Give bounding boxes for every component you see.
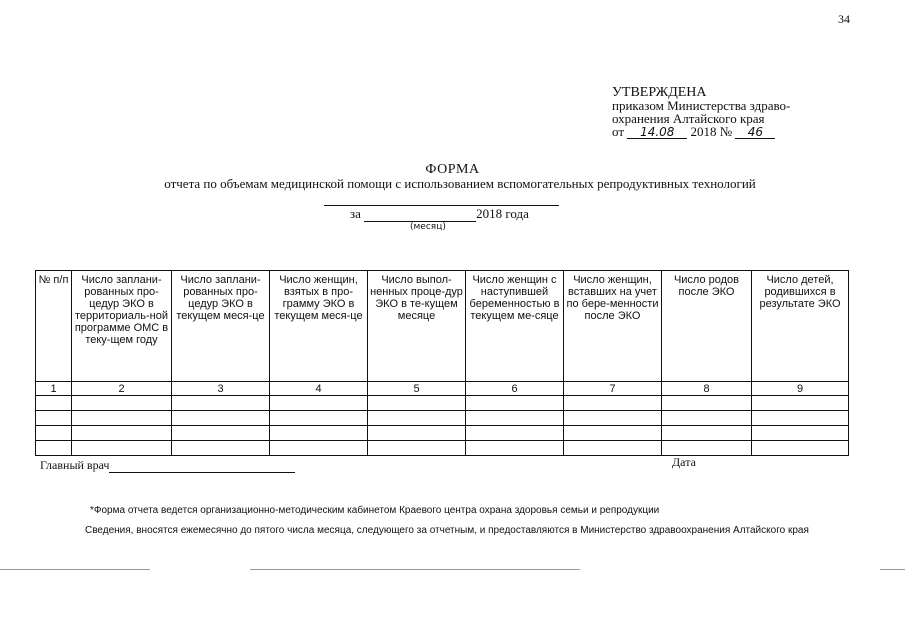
period-suffix: 2018 года bbox=[476, 206, 529, 221]
scan-edge-line bbox=[0, 569, 150, 570]
month-note: (месяц) bbox=[410, 222, 446, 232]
chief-label: Главный врач bbox=[40, 458, 110, 472]
header-row bbox=[36, 271, 849, 382]
empty-cell bbox=[270, 411, 368, 426]
empty-cell bbox=[270, 396, 368, 411]
empty-cell bbox=[466, 441, 564, 456]
column-number: 9 bbox=[752, 382, 849, 396]
table-row bbox=[36, 441, 849, 456]
approval-date-line bbox=[612, 125, 852, 139]
report-table bbox=[35, 270, 849, 456]
table-row bbox=[36, 396, 849, 411]
empty-cell bbox=[662, 426, 752, 441]
header-cell: Число женщин с наступившей беременностью в текущем ме-сяце bbox=[466, 271, 564, 382]
page-number: 34 bbox=[838, 12, 850, 26]
empty-cell bbox=[564, 411, 662, 426]
empty-cell bbox=[368, 441, 466, 456]
scan-edge-line bbox=[880, 569, 905, 570]
approval-number-handwritten: 46 bbox=[735, 126, 775, 139]
approval-line-2: охранения Алтайского края bbox=[612, 111, 765, 126]
empty-cell bbox=[466, 411, 564, 426]
approval-date-prefix: от bbox=[612, 124, 625, 139]
column-number: 3 bbox=[172, 382, 270, 396]
empty-cell bbox=[752, 411, 849, 426]
empty-cell bbox=[752, 396, 849, 411]
empty-cell bbox=[564, 441, 662, 456]
footnote-2: Сведения, вносятся ежемесячно до пятого числа месяца, следующего за отчетным, и предоставляются в Министерство здравоохранения Алтайского края bbox=[85, 525, 809, 536]
table-row bbox=[36, 426, 849, 441]
header-cell: № п/п bbox=[36, 271, 72, 382]
approval-block bbox=[612, 86, 852, 139]
empty-cell bbox=[752, 426, 849, 441]
empty-cell bbox=[270, 426, 368, 441]
empty-cell bbox=[662, 396, 752, 411]
empty-cell bbox=[368, 411, 466, 426]
column-number: 7 bbox=[564, 382, 662, 396]
empty-cell bbox=[368, 396, 466, 411]
empty-cell bbox=[72, 426, 172, 441]
empty-cell bbox=[72, 441, 172, 456]
column-number: 5 bbox=[368, 382, 466, 396]
header-cell: Число женщин, взятых в про-грамму ЭКО в текущем меся-це bbox=[270, 271, 368, 382]
header-cell: Число детей, родившихся в результате ЭКО bbox=[752, 271, 849, 382]
period-line bbox=[350, 206, 529, 222]
date-label: Дата bbox=[672, 455, 696, 469]
form-title: ФОРМА bbox=[425, 162, 480, 177]
empty-cell bbox=[270, 441, 368, 456]
month-blank bbox=[364, 209, 476, 222]
empty-cell bbox=[72, 411, 172, 426]
scan-edge-line bbox=[250, 569, 580, 570]
empty-cell bbox=[564, 396, 662, 411]
header-cell: Число заплани-рованных про-цедур ЭКО в текущем меся-це bbox=[172, 271, 270, 382]
empty-cell bbox=[466, 396, 564, 411]
empty-cell bbox=[172, 426, 270, 441]
table-row bbox=[36, 411, 849, 426]
empty-cell bbox=[466, 426, 564, 441]
empty-cell bbox=[172, 396, 270, 411]
column-number-row bbox=[36, 382, 849, 396]
empty-cell bbox=[72, 396, 172, 411]
header-cell: Число женщин, вставших на учет по бере-менности после ЭКО bbox=[564, 271, 662, 382]
empty-cell bbox=[662, 411, 752, 426]
column-number: 4 bbox=[270, 382, 368, 396]
header-cell: Число заплани-рованных про-цедур ЭКО в территориаль-ной программе ОМС в теку-щем году bbox=[72, 271, 172, 382]
empty-cell bbox=[662, 441, 752, 456]
empty-cell bbox=[564, 426, 662, 441]
column-number: 1 bbox=[36, 382, 72, 396]
empty-cell bbox=[36, 426, 72, 441]
header-cell: Число выпол-ненных проце-дур ЭКО в те-кущем месяце bbox=[368, 271, 466, 382]
form-subtitle: отчета по объемам медицинской помощи с использованием вспомогательных репродуктивных технологий bbox=[164, 176, 756, 191]
empty-cell bbox=[752, 441, 849, 456]
approval-line-1: приказом Министерства здраво- bbox=[612, 98, 791, 113]
column-number: 6 bbox=[466, 382, 564, 396]
column-number: 2 bbox=[72, 382, 172, 396]
header-cell: Число родов после ЭКО bbox=[662, 271, 752, 382]
empty-cell bbox=[172, 411, 270, 426]
chief-signature bbox=[40, 458, 295, 473]
approval-header: УТВЕРЖДЕНА bbox=[612, 85, 707, 100]
empty-cell bbox=[172, 441, 270, 456]
empty-cell bbox=[36, 396, 72, 411]
column-number: 8 bbox=[662, 382, 752, 396]
signature-blank bbox=[109, 461, 295, 473]
period-prefix: за bbox=[350, 206, 361, 221]
approval-date-handwritten: 14.08 bbox=[627, 126, 687, 139]
empty-cell bbox=[36, 441, 72, 456]
empty-cell bbox=[368, 426, 466, 441]
footnote-1: *Форма отчета ведется организационно-методическим кабинетом Краевого центра охрана здоровья семьи и репродукции bbox=[90, 505, 660, 516]
approval-year: 2018 № bbox=[690, 124, 733, 139]
empty-cell bbox=[36, 411, 72, 426]
